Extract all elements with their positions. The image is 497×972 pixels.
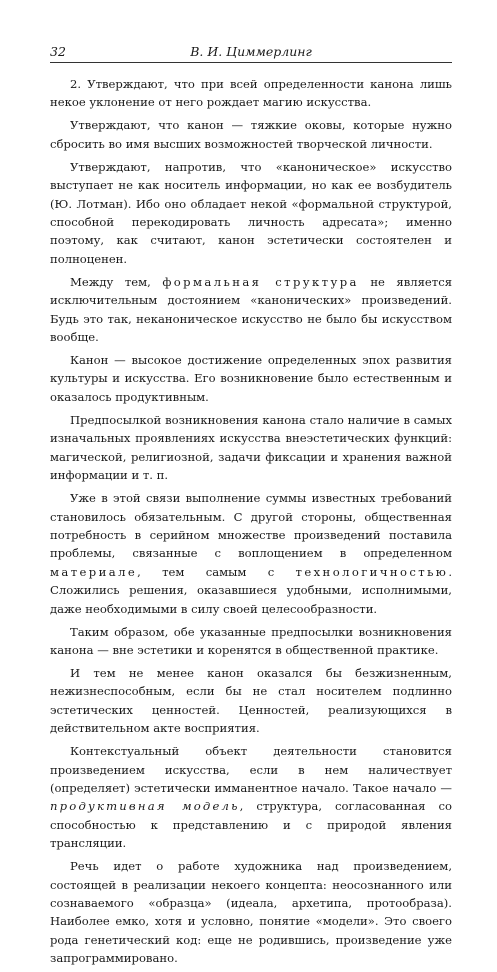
emphasis-material: материале (50, 564, 138, 579)
paragraph-8: Таким образом, обе указанные предпосылки возникновения канона — вне эстетики и коренятся в общественной практике. (50, 624, 452, 657)
paragraph-10 (50, 742, 452, 852)
paragraph-10-before: Контекстуальный объект деятельности становится произведением искусства, если в нем наличествует (определяет) эстетически имманентное начало. Такое начало — (50, 744, 452, 795)
paragraph-7-part1: Уже в этой связи выполнение суммы известных требований становилось обязательным. С другой стороны, общественная потребность в серийном множестве произведений поставила проблемы, связанные с воплощением в определенном (50, 491, 452, 561)
paragraph-4-after: не является исключительным достоянием «канонических» произведений. Будь это так, неканоническое искусство не было бы искусством вообще. (50, 274, 453, 345)
paragraph-4-before: Между тем, (70, 274, 163, 289)
running-head-author: В. И. Циммерлинг (190, 44, 312, 59)
paragraph-1: 2. Утверждают, что при всей определенности канона лишь некое уклонение от него рождает магию искусства. (50, 77, 452, 110)
paragraph-7 (50, 489, 452, 618)
paragraph-11: Речь идет о работе художника над произведением, состоящей в реализации некоего концепта: неосознанного или сознаваемого «образца» (идеала, архетипа, протообраза). Наиболее емко, хотя и условно, понятие «модели». Это своего рода генетический код: еще не родившись, произведение уже запрограммировано. (50, 859, 452, 966)
paragraph-7-part3: . Сложились решения, оказавшиеся удобными, исполнимыми, даже необходимыми в силу своей целесообразности. (50, 564, 452, 616)
paragraph-3: Утверждают, напротив, что «каноническое» искусство выступает не как носитель информации, но как ее возбудитель (Ю. Лотман). Ибо оно обладает некой «формальной структурой, способной перекодировать личность адресата»; именно поэтому, как считают, канон эстетически состоятелен и полноценен. (50, 159, 452, 266)
emphasis-formal-structure: формальная структура (162, 274, 359, 289)
paragraph-7-part2: , тем самым с (137, 564, 296, 579)
body-text (50, 75, 452, 972)
paragraph-9: И тем не менее канон оказался бы безжизненным, нежизнеспособным, если бы не стал носителем подлинно эстетических ценностей. Ценностей, реализующихся в действительном акте восприятия. (50, 665, 452, 736)
page-number: 32 (50, 44, 66, 59)
emphasis-technology: технологичностью (295, 564, 449, 579)
paragraph-10-after: , структура, согласованная со способностью к представлению и с природой явления трансляции. (50, 799, 452, 851)
paragraph-4 (50, 273, 452, 347)
emphasis-productive-model: продуктивная модель (50, 799, 240, 814)
paragraph-5: Канон — высокое достижение определенных эпох развития культуры и искусства. Его возникновение было естественным и оказалось продуктивным. (50, 353, 452, 404)
paragraph-2: Утверждают, что канон — тяжкие оковы, которые нужно сбросить во имя высших возможностей творческой личности. (50, 118, 452, 151)
page-header (50, 40, 452, 63)
paragraph-6: Предпосылкой возникновения канона стало наличие в самых изначальных проявлениях искусства внеэстетических функций: магической, религиозной, задачи фиксации и хранения важной информации и т. п. (50, 412, 452, 483)
